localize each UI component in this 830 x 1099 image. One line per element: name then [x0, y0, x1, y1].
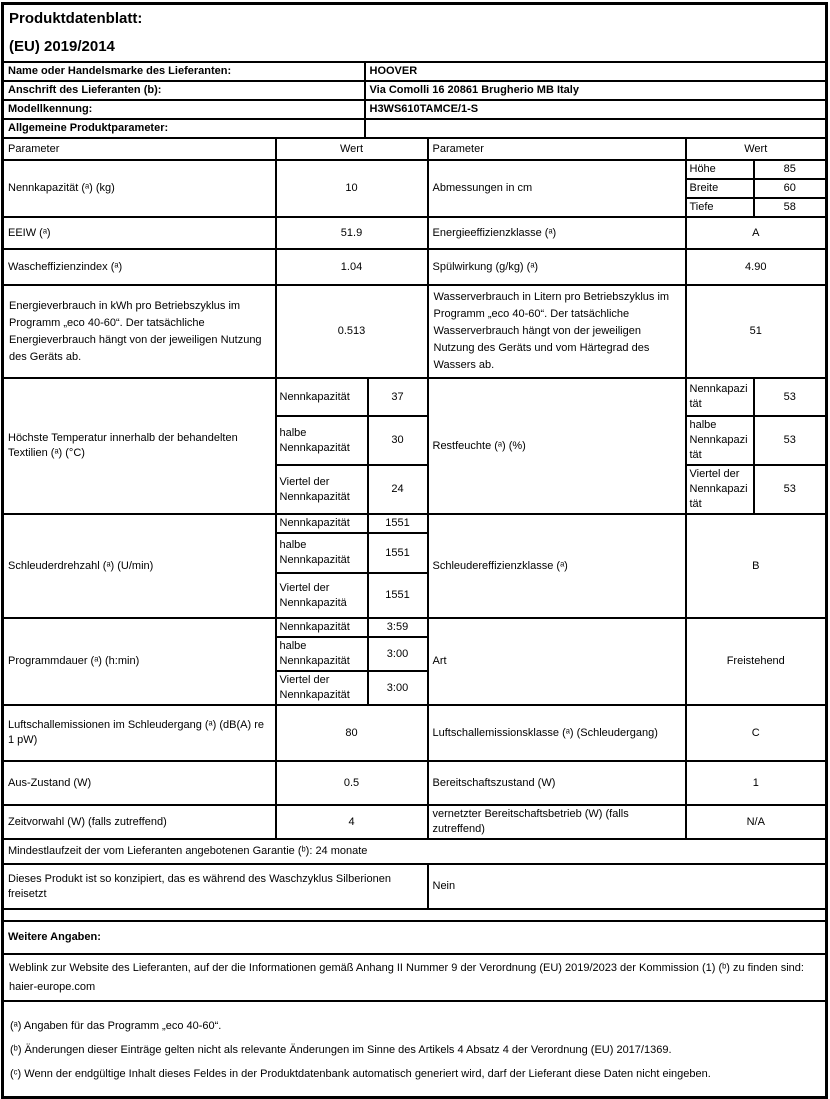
eeiw-value: 51.9 [276, 217, 428, 249]
silver-ions-value: Nein [428, 864, 827, 909]
water-consumption-label: Wasserverbrauch in Litern pro Betriebszyklus im Programm „eco 40-60“. Der tatsächliche Wasserverbrauch hängt von der jeweiligen Nutzung des Geräts und vom Härtegrad des Wassers ab. [428, 285, 686, 378]
dimension-height-value: 85 [754, 160, 827, 179]
moisture-sub-label-full: Nennkapazität [686, 378, 754, 416]
silver-ions-label: Dieses Produkt ist so konzipiert, das es während des Waschzyklus Silberionen freisetzt [3, 864, 428, 909]
duration-sub-label-quarter: Viertel der Nennkapazität [276, 671, 368, 705]
duration-label: Programmdauer (ᵃ) (h:min) [3, 618, 276, 705]
max-temp-sub-label-half: halbe Nennkapazität [276, 416, 368, 465]
max-temp-sub-value-half: 30 [368, 416, 428, 465]
capacity-label: Nennkapazität (ᵃ) (kg) [3, 160, 276, 217]
header-wert-left: Wert [276, 138, 428, 160]
spacer-row [3, 909, 827, 921]
moisture-sub-label-half: halbe Nennkapazität [686, 416, 754, 465]
footnote-a: (ᵃ) Angaben für das Programm „eco 40-60“. [10, 1020, 222, 1032]
off-mode-label: Aus-Zustand (W) [3, 761, 276, 805]
model-id-value: H3WS610TAMCE/1-S [365, 100, 827, 119]
dimensions-label: Abmessungen in cm [428, 160, 686, 217]
max-temp-sub-value-quarter: 24 [368, 465, 428, 514]
footnotes-block [3, 1001, 827, 1097]
energy-class-value: A [686, 217, 827, 249]
delay-start-value: 4 [276, 805, 428, 839]
dimension-depth-value: 58 [754, 198, 827, 217]
spin-speed-label: Schleuderdrehzahl (ᵃ) (U/min) [3, 514, 276, 618]
supplier-brand-value: HOOVER [365, 62, 827, 81]
supplier-address-value: Via Comolli 16 20861 Brugherio MB Italy [365, 81, 827, 100]
model-id-label: Modellkennung: [3, 100, 365, 119]
supplier-brand-label: Name oder Handelsmarke des Lieferanten: [3, 62, 365, 81]
dimension-width-label: Breite [686, 179, 754, 198]
moisture-sub-value-full: 53 [754, 378, 827, 416]
dimension-height-label: Höhe [686, 160, 754, 179]
header-parameter-right: Parameter [428, 138, 686, 160]
capacity-value: 10 [276, 160, 428, 217]
max-temp-sub-value-full: 37 [368, 378, 428, 416]
type-value: Freistehend [686, 618, 827, 705]
standby-value: 1 [686, 761, 827, 805]
rinse-label: Spülwirkung (g/kg) (ᵃ) [428, 249, 686, 285]
more-info-label: Weitere Angaben: [3, 921, 827, 954]
noise-label: Luftschallemissionen im Schleudergang (ᵃ) (dB(A) re 1 pW) [3, 705, 276, 761]
duration-sub-label-full: Nennkapazität [276, 618, 368, 637]
supplier-weblink-text: Weblink zur Website des Lieferanten, auf der die Informationen gemäß Anhang II Nummer 9 der Verordnung (EU) 2019/2023 der Kommission (1) (ᵇ) zu finden sind: haier-europe.com [3, 954, 827, 1001]
energy-consumption-value: 0.513 [276, 285, 428, 378]
datasheet-table [1, 2, 828, 1099]
energy-consumption-label: Energieverbrauch in kWh pro Betriebszyklus im Programm „eco 40-60“. Der tatsächliche Energieverbrauch hängt von der jeweiligen Nutzung des Geräts ab. [3, 285, 276, 378]
spin-speed-sub-label-full: Nennkapazität [276, 514, 368, 533]
max-temp-label: Höchste Temperatur innerhalb der behandelten Textilien (ᵃ) (°C) [3, 378, 276, 514]
moisture-sub-value-quarter: 53 [754, 465, 827, 514]
dimension-depth-label: Tiefe [686, 198, 754, 217]
energy-class-label: Energieeffizienzklasse (ᵃ) [428, 217, 686, 249]
header-parameter-left: Parameter [3, 138, 276, 160]
networked-standby-label: vernetzter Bereitschaftsbetrieb (W) (falls zutreffend) [428, 805, 686, 839]
networked-standby-value: N/A [686, 805, 827, 839]
moisture-label: Restfeuchte (ᵃ) (%) [428, 378, 686, 514]
duration-sub-value-full: 3:59 [368, 618, 428, 637]
standby-label: Bereitschaftszustand (W) [428, 761, 686, 805]
type-label: Art [428, 618, 686, 705]
rinse-value: 4.90 [686, 249, 827, 285]
spin-speed-sub-value-quarter: 1551 [368, 573, 428, 618]
noise-class-label: Luftschallemissionsklasse (ᵃ) (Schleudergang) [428, 705, 686, 761]
general-params-label: Allgemeine Produktparameter: [3, 119, 365, 138]
supplier-address-label: Anschrift des Lieferanten (b): [3, 81, 365, 100]
spin-speed-sub-value-half: 1551 [368, 533, 428, 573]
spin-class-value: B [686, 514, 827, 618]
max-temp-sub-label-full: Nennkapazität [276, 378, 368, 416]
spin-class-label: Schleudereffizienzklasse (ᵃ) [428, 514, 686, 618]
title-line-2: (EU) 2019/2014 [9, 38, 115, 55]
moisture-sub-value-half: 53 [754, 416, 827, 465]
delay-start-label: Zeitvorwahl (W) (falls zutreffend) [3, 805, 276, 839]
warranty-text: Mindestlaufzeit der vom Lieferanten angebotenen Garantie (ᵇ): 24 monate [3, 839, 827, 864]
wash-index-label: Wascheffizienzindex (ᵃ) [3, 249, 276, 285]
noise-value: 80 [276, 705, 428, 761]
footnote-b: (ᵇ) Änderungen dieser Einträge gelten nicht als relevante Änderungen im Sinne des Artikels 4 Absatz 4 der Verordnung (EU) 2017/1369. [10, 1044, 672, 1056]
spin-speed-sub-label-half: halbe Nennkapazität [276, 533, 368, 573]
noise-class-value: C [686, 705, 827, 761]
duration-sub-label-half: halbe Nennkapazität [276, 637, 368, 671]
eeiw-label: EEIW (ᵃ) [3, 217, 276, 249]
spin-speed-sub-label-quarter: Viertel der Nennkapazitä [276, 573, 368, 618]
dimension-width-value: 60 [754, 179, 827, 198]
wash-index-value: 1.04 [276, 249, 428, 285]
footnote-c: (ᶜ) Wenn der endgültige Inhalt dieses Feldes in der Produktdatenbank automatisch generiert wird, darf der Lieferant diese Daten nicht eingeben. [10, 1068, 711, 1080]
spin-speed-sub-value-full: 1551 [368, 514, 428, 533]
water-consumption-value: 51 [686, 285, 827, 378]
duration-sub-value-half: 3:00 [368, 637, 428, 671]
document-title [3, 4, 827, 63]
title-line-1: Produktdatenblatt: [9, 10, 143, 27]
max-temp-sub-label-quarter: Viertel der Nennkapazität [276, 465, 368, 514]
header-wert-right: Wert [686, 138, 827, 160]
duration-sub-value-quarter: 3:00 [368, 671, 428, 705]
general-params-empty-cell [365, 119, 827, 138]
moisture-sub-label-quarter: Viertel der Nennkapazität [686, 465, 754, 514]
off-mode-value: 0.5 [276, 761, 428, 805]
